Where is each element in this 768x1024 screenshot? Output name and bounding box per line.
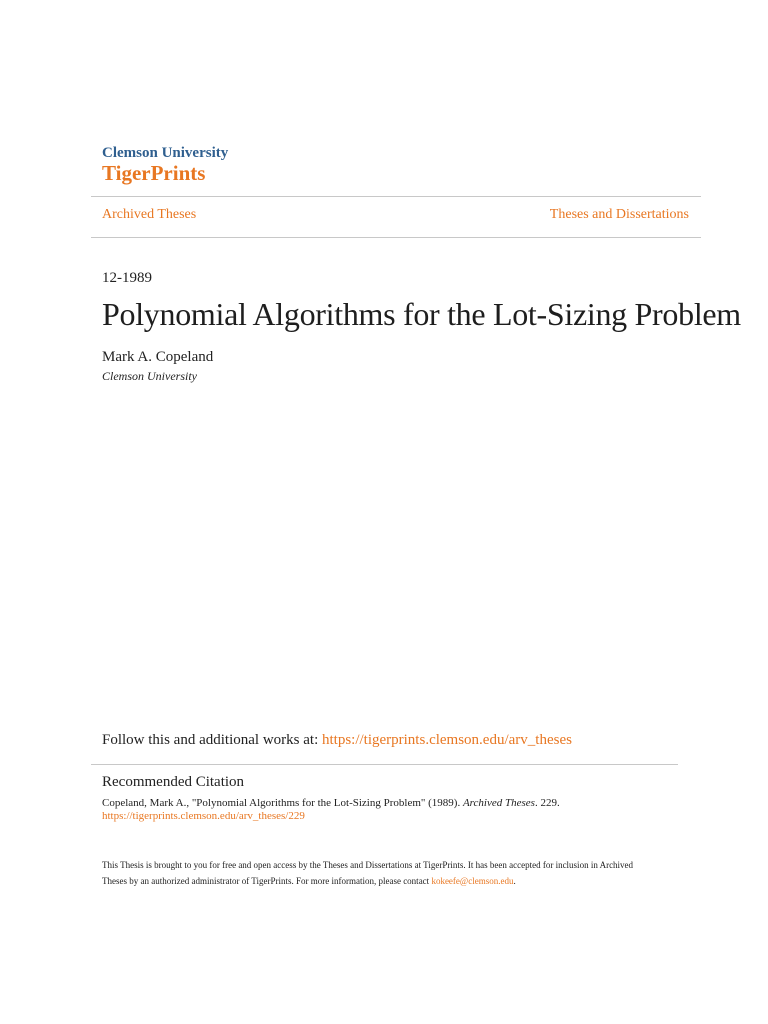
access-notice: [102, 857, 682, 889]
author-affiliation: Clemson University: [102, 369, 197, 383]
repository-name[interactable]: TigerPrints: [102, 161, 206, 185]
contact-email-link[interactable]: kokeefe@clemson.edu: [431, 876, 514, 886]
citation-text: [102, 797, 560, 809]
citation-text-before: Copeland, Mark A., "Polynomial Algorithms for the Lot-Sizing Problem" (1989).: [102, 797, 463, 809]
follow-url-link[interactable]: https://tigerprints.clemson.edu/arv_theses: [321, 732, 572, 748]
follow-text: Follow this and additional works at:: [102, 732, 322, 748]
notice-line-2: [102, 876, 516, 886]
citation-divider: [91, 764, 678, 765]
citation-heading: Recommended Citation: [102, 774, 245, 790]
citation-text-after: . 229.: [534, 797, 560, 809]
nav-link-theses-dissertations[interactable]: Theses and Dissertations: [549, 207, 689, 222]
notice-line-2-end: .: [513, 876, 516, 886]
citation-series: Archived Theses: [462, 797, 535, 809]
header-divider-top: [91, 196, 701, 197]
nav-link-archived-theses[interactable]: Archived Theses: [102, 207, 197, 222]
header-divider-bottom: [91, 237, 701, 238]
notice-line-2-text: Theses by an authorized administrator of TigerPrints. For more information, please contact: [102, 876, 432, 886]
follow-line: [102, 732, 572, 749]
document-title: Polynomial Algorithms for the Lot-Sizing Problem: [102, 296, 741, 332]
university-name: Clemson University: [102, 145, 229, 161]
notice-line-1: This Thesis is brought to you for free and open access by the Theses and Dissertations at TigerPrints. It has been accepted for inclusion in Archived: [102, 860, 634, 870]
citation-url-link[interactable]: https://tigerprints.clemson.edu/arv_theses/229: [102, 810, 305, 822]
publication-date: 12-1989: [102, 270, 152, 286]
author-name: Mark A. Copeland: [102, 349, 214, 365]
